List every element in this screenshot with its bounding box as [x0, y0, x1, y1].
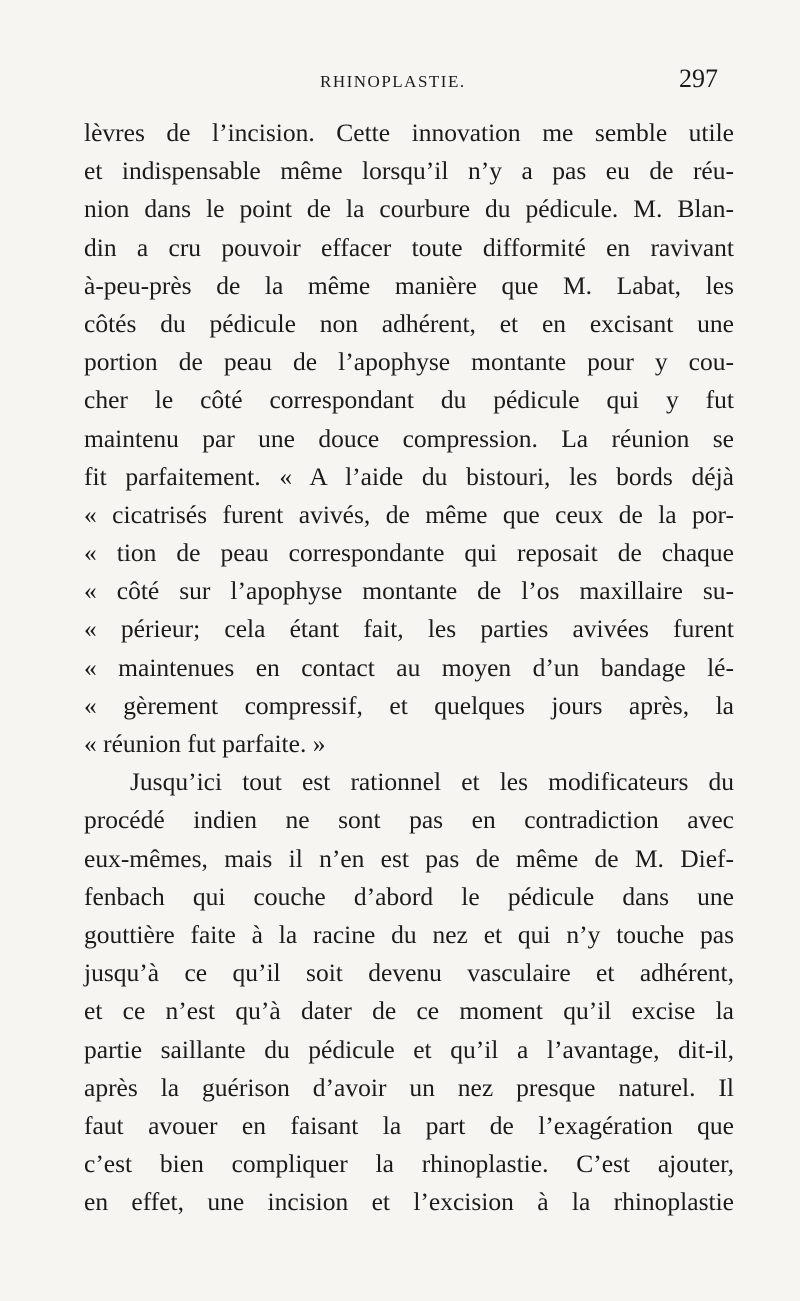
- text-line: fit parfaitement. « A l’aide du bistouri, les bords déjà: [84, 461, 734, 491]
- text-line: « cicatrisés furent avivés, de même que ceux de la por-: [84, 499, 734, 529]
- text-line: en effet, une incision et l’excision à la rhinoplastie: [84, 1187, 734, 1217]
- page-number: 297: [679, 64, 718, 93]
- text-line: « périeur; cela étant fait, les parties avivées furent: [84, 614, 734, 644]
- text-line: et indispensable même lorsqu’il n’y a pas eu de réu-: [84, 156, 734, 186]
- text-line: gouttière faite à la racine du nez et qui n’y touche pas: [84, 919, 734, 949]
- text-line: maintenu par une douce compression. La réunion se: [84, 423, 734, 453]
- text-line: c’est bien compliquer la rhinoplastie. C’est ajouter,: [84, 1149, 734, 1179]
- paragraph-1: [84, 114, 734, 763]
- text-line: din a cru pouvoir effacer toute difformité en ravivant: [84, 232, 734, 262]
- text-line: « réunion fut parfaite. »: [84, 729, 326, 758]
- text-line: à-peu-près de la même manière que M. Labat, les: [84, 270, 734, 300]
- body-text: [84, 114, 734, 1221]
- text-line: « maintenues en contact au moyen d’un bandage lé-: [84, 652, 734, 682]
- text-line: cher le côté correspondant du pédicule qui y fut: [84, 385, 734, 415]
- text-line: Jusqu’ici tout est rationnel et les modificateurs du: [130, 767, 734, 797]
- text-line: fenbach qui couche d’abord le pédicule dans une: [84, 881, 734, 911]
- text-line: partie saillante du pédicule et qu’il a l’avantage, dit-il,: [84, 1034, 734, 1064]
- text-line: « tion de peau correspondante qui reposait de chaque: [84, 538, 734, 568]
- text-line: eux-mêmes, mais il n’en est pas de même de M. Dief-: [84, 843, 734, 873]
- text-line: lèvres de l’incision. Cette innovation me semble utile: [84, 118, 734, 147]
- text-line: procédé indien ne sont pas en contradiction avec: [84, 805, 734, 835]
- text-line: jusqu’à ce qu’il soit devenu vasculaire et adhérent,: [84, 958, 734, 988]
- text-line: côtés du pédicule non adhérent, et en excisant une: [84, 308, 734, 338]
- text-line: et ce n’est qu’à dater de ce moment qu’il excise la: [84, 996, 734, 1026]
- text-line: après la guérison d’avoir un nez presque naturel. Il: [84, 1072, 734, 1102]
- page-header: [0, 64, 800, 100]
- text-line: faut avouer en faisant la part de l’exagération que: [84, 1110, 734, 1140]
- text-line: nion dans le point de la courbure du pédicule. M. Blan-: [84, 194, 734, 224]
- text-line: « gèrement compressif, et quelques jours après, la: [84, 690, 734, 720]
- paragraph-2: [84, 763, 734, 1221]
- running-title: RHINOPLASTIE.: [320, 72, 466, 91]
- text-line: « côté sur l’apophyse montante de l’os maxillaire su-: [84, 576, 734, 606]
- text-line: portion de peau de l’apophyse montante pour y cou-: [84, 347, 734, 377]
